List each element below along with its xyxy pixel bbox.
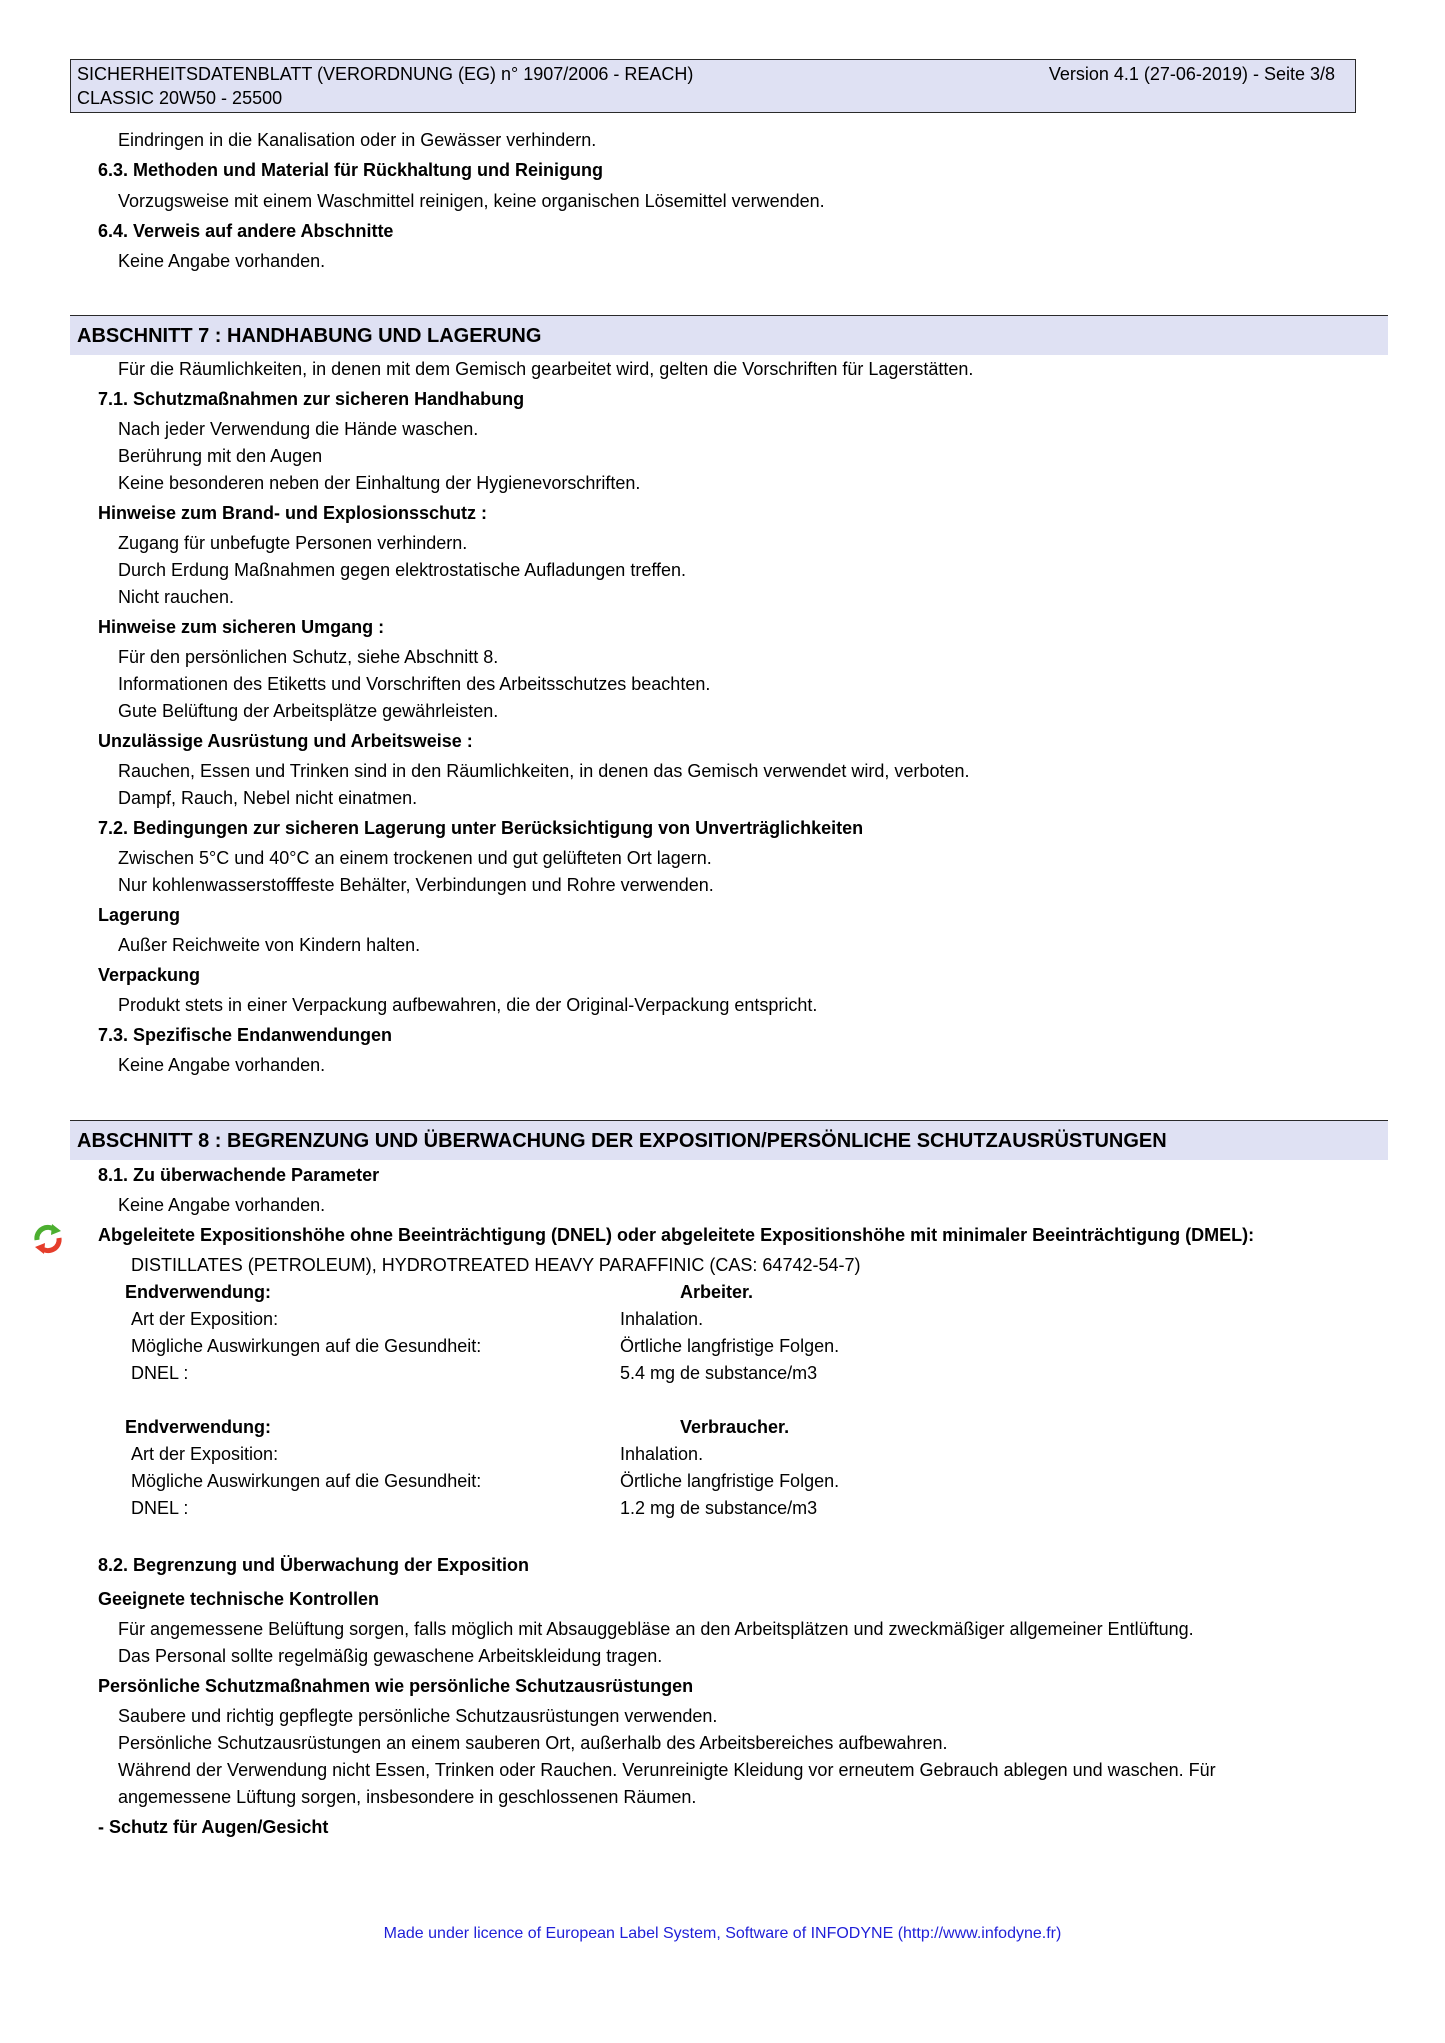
heading-brand-explosionsschutz: Hinweise zum Brand- und Explosionsschutz : (98, 503, 488, 523)
document-title: SICHERHEITSDATENBLATT (VERORDNUNG (EG) n° 1907/2006 - REACH) (77, 64, 694, 84)
dnel-row-value: 5.4 mg de substance/m3 (620, 1363, 818, 1383)
dnel-row-label: Mögliche Auswirkungen auf die Gesundheit: (131, 1471, 482, 1491)
text-line: Nach jeder Verwendung die Hände waschen. (118, 419, 479, 439)
dnel-row-label: DNEL : (131, 1363, 189, 1383)
dnel-end-use-value: Verbraucher. (680, 1417, 790, 1437)
text-line: Für die Räumlichkeiten, in denen mit dem Gemisch gearbeitet wird, gelten die Vorschriften für Lagerstätten. (118, 359, 974, 379)
section-title-8: ABSCHNITT 8 : BEGRENZUNG UND ÜBERWACHUNG DER EXPOSITION/PERSÖNLICHE SCHUTZAUSRÜSTUNGEN (77, 1130, 1167, 1152)
text-line: Nur kohlenwasserstofffeste Behälter, Verbindungen und Rohre verwenden. (118, 875, 714, 895)
text-line: Produkt stets in einer Verpackung aufbewahren, die der Original-Verpackung entspricht. (118, 995, 818, 1015)
text-line: Zugang für unbefugte Personen verhindern. (118, 533, 468, 553)
text-line: Gute Belüftung der Arbeitsplätze gewährleisten. (118, 701, 499, 721)
text-line: Dampf, Rauch, Nebel nicht einatmen. (118, 788, 418, 808)
version-page-info: Version 4.1 (27-06-2019) - Seite 3/8 (1048, 64, 1335, 84)
section-header-7 (70, 315, 1388, 355)
subsection-heading-8-2: 8.2. Begrenzung und Überwachung der Exposition (98, 1555, 530, 1575)
dnel-row-label: Mögliche Auswirkungen auf die Gesundheit: (131, 1336, 482, 1356)
text-line: Rauchen, Essen und Trinken sind in den Räumlichkeiten, in denen das Gemisch verwendet wird, verboten. (118, 761, 970, 781)
subsection-heading-6-3: 6.3. Methoden und Material für Rückhaltung und Reinigung (98, 160, 604, 180)
dnel-row-label: Art der Exposition: (131, 1309, 279, 1329)
text-line: Keine Angabe vorhanden. (118, 251, 326, 271)
subsection-heading-6-4: 6.4. Verweis auf andere Abschnitte (98, 221, 394, 241)
text-line: Für den persönlichen Schutz, siehe Abschnitt 8. (118, 647, 499, 667)
text-line: Nicht rauchen. (118, 587, 235, 607)
subsection-heading-7-3: 7.3. Spezifische Endanwendungen (98, 1025, 393, 1045)
heading-schutz-augen-gesicht: - Schutz für Augen/Gesicht (98, 1817, 329, 1837)
heading-lagerung: Lagerung (98, 905, 181, 925)
dnel-row-value: Inhalation. (620, 1444, 704, 1464)
dnel-row-value: Inhalation. (620, 1309, 704, 1329)
substance-name: DISTILLATES (PETROLEUM), HYDROTREATED HEAVY PARAFFINIC (CAS: 64742-54-7) (131, 1255, 861, 1275)
dnel-row-value: Örtliche langfristige Folgen. (620, 1336, 840, 1356)
subsection-heading-8-1: 8.1. Zu überwachende Parameter (98, 1165, 380, 1185)
product-name: CLASSIC 20W50 - 25500 (77, 88, 283, 108)
dnel-row-label: Art der Exposition: (131, 1444, 279, 1464)
heading-persoenliche-schutzmassnahmen: Persönliche Schutzmaßnahmen wie persönliche Schutzausrüstungen (98, 1676, 694, 1696)
text-line: Keine besonderen neben der Einhaltung der Hygienevorschriften. (118, 473, 641, 493)
heading-technische-kontrollen: Geeignete technische Kontrollen (98, 1589, 380, 1609)
dnel-row-value: 1.2 mg de substance/m3 (620, 1498, 818, 1518)
text-line: Durch Erdung Maßnahmen gegen elektrostatische Aufladungen treffen. (118, 560, 687, 580)
text-line: Keine Angabe vorhanden. (118, 1055, 326, 1075)
text-line: Informationen des Etiketts und Vorschriften des Arbeitsschutzes beachten. (118, 674, 711, 694)
heading-sicherer-umgang: Hinweise zum sicheren Umgang : (98, 617, 385, 637)
text-line: Persönliche Schutzausrüstungen an einem sauberen Ort, außerhalb des Arbeitsbereiches aufbewahren. (118, 1733, 948, 1753)
text-line: Für angemessene Belüftung sorgen, falls möglich mit Absauggebläse an den Arbeitsplätzen und zweckmäßiger allgemeiner Entlüftung. (118, 1619, 1194, 1639)
text-line: Zwischen 5°C und 40°C an einem trockenen und gut gelüfteten Ort lagern. (118, 848, 712, 868)
text-line: Eindringen in die Kanalisation oder in Gewässer verhindern. (118, 130, 597, 150)
heading-dnel-dmel: Abgeleitete Expositionshöhe ohne Beeinträchtigung (DNEL) oder abgeleitete Expositionshöhe mit minimaler Beeinträchtigung (DMEL): (98, 1225, 1255, 1245)
section-title-7: ABSCHNITT 7 : HANDHABUNG UND LAGERUNG (77, 325, 542, 347)
dnel-end-use-label: Endverwendung: (125, 1282, 272, 1302)
subsection-heading-7-2: 7.2. Bedingungen zur sicheren Lagerung unter Berücksichtigung von Unverträglichkeiten (98, 818, 864, 838)
footer-licence-link[interactable]: Made under licence of European Label System, Software of INFODYNE (http://www.infodyne.fr) (383, 1925, 1062, 1942)
refresh-icon (31, 1222, 65, 1256)
heading-verpackung: Verpackung (98, 965, 201, 985)
text-line: Außer Reichweite von Kindern halten. (118, 935, 421, 955)
text-line: Während der Verwendung nicht Essen, Trinken oder Rauchen. Verunreinigte Kleidung vor erneutem Gebrauch ablegen und waschen. Für (118, 1760, 1216, 1780)
text-line: Keine Angabe vorhanden. (118, 1195, 326, 1215)
document-header (70, 59, 1356, 113)
heading-unzulaessige-ausruestung: Unzulässige Ausrüstung und Arbeitsweise : (98, 731, 473, 751)
dnel-end-use-value: Arbeiter. (680, 1282, 754, 1302)
text-line: Saubere und richtig gepflegte persönliche Schutzausrüstungen verwenden. (118, 1706, 718, 1726)
dnel-row-label: DNEL : (131, 1498, 189, 1518)
text-line: Das Personal sollte regelmäßig gewaschene Arbeitskleidung tragen. (118, 1646, 663, 1666)
text-line: Berührung mit den Augen (118, 446, 323, 466)
text-line: angemessene Lüftung sorgen, insbesondere in geschlossenen Räumen. (118, 1787, 697, 1807)
text-line: Vorzugsweise mit einem Waschmittel reinigen, keine organischen Lösemittel verwenden. (118, 191, 825, 211)
section-header-8 (70, 1120, 1388, 1160)
dnel-row-value: Örtliche langfristige Folgen. (620, 1471, 840, 1491)
dnel-end-use-label: Endverwendung: (125, 1417, 272, 1437)
subsection-heading-7-1: 7.1. Schutzmaßnahmen zur sicheren Handhabung (98, 389, 525, 409)
